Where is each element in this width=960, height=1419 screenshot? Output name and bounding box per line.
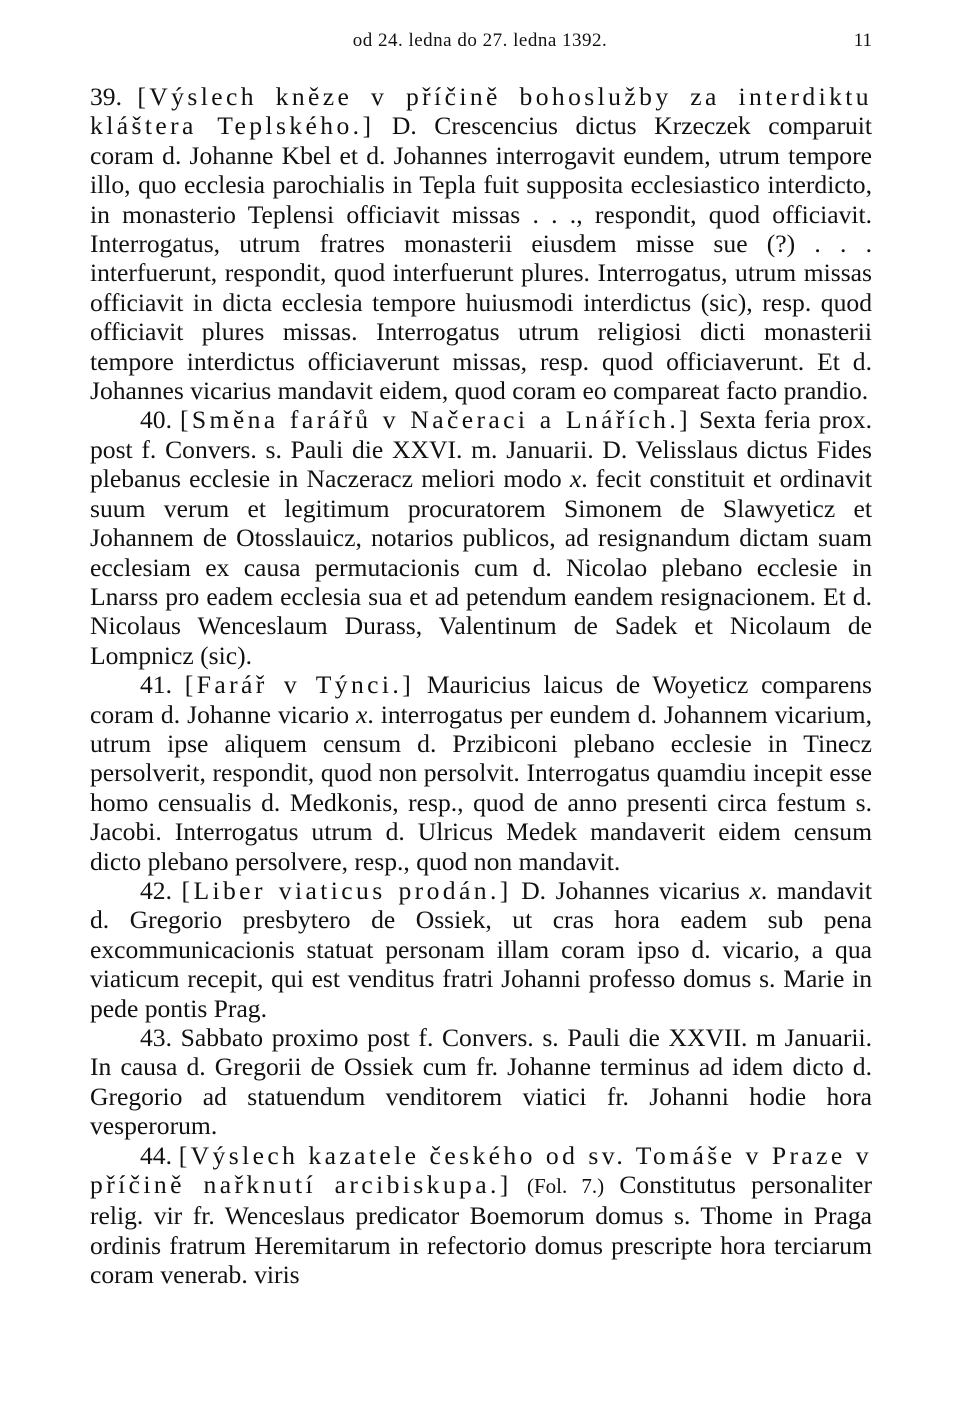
entry-text: . fecit constituit et ordinavit suum verum et legitimum procuratorem Simonem de Slawyeticz et Johannem de Otosslauicz, notarios publicos, ad resignandum dictam suam ecclesiam ex causa permutacionis cum d. Nicolao plebano ecclesie in Lnarss pro eadem ecclesia sua et ad petendum eandem resignacionem. Et d. Nicolaus Wenceslaum Durass, Valentinum de Sadek et Nicolaum de Lompnicz (sic). [90,464,873,670]
entry-heading: [Farář v Týnci.] [184,670,415,700]
entry-number: 42. [140,875,172,905]
entry-heading: [Výslech kazatele českého od sv. Tomáše v Praze v příčině nařknutí arcibiskupa.] [90,1140,872,1200]
entry-number: 44. [140,1140,172,1170]
entry-text: Constitutus personaliter relig. vir fr. Wenceslaus predicator Boemorum domus s. Thome in Praga ordinis fratrum Heremitarum in refectorio domus prescripte hora terciarum coram venerab. viris [90,1170,872,1290]
entry-heading: [Liber viaticus prodán.] [181,875,512,905]
entry-heading: [Výslech kněze v příčině bohoslužby za interdiktu kláštera Teplského.] [90,82,872,141]
running-header [0,30,960,60]
entry-text: . mandavit d. Gregorio presbytero de Ossiek, ut cras hora eadem sub pena excommunicacionis statuat personam illam coram ipso d. vicario, a qua viaticum recepit, qui est venditus fratri Johanni professo domus s. Marie in pede pontis Prag. [90,875,872,1023]
entry-text: D. Crescencius dictus Krzeczek comparuit coram d. Johanne Kbel et d. Johannes interrogavit eundem, utrum tempore illo, quo ecclesia parochialis in Tepla fuit supposita ecclesiastico interdicto, in monasterio Teplensi officiavit missas . . ., respondit, quod officiavit. Interrogatus, utrum fratres monasterii eiusdem misse sue (?) . . . interfuerunt, respondit, quod interfuerunt plures. Interrogatus, utrum missas officiavit in dicta ecclesia tempore huiusmodi interdictus (sic), resp. quod officiavit plures missas. Interrogatus utrum religiosi dicti monasterii tempore interdictus officiaverunt missas, resp. quod officiaverunt. Et d. Johannes vicarius mandavit eidem, quod coram eo compareat facto prandio. [90,111,873,406]
abbreviation-mark: x [356,699,368,729]
entry-40 [90,405,872,670]
entry-39 [90,82,872,405]
entry-43 [90,1023,872,1141]
entry-number: 39. [90,82,122,111]
body-text [90,82,872,1290]
entry-text: Sabbato proximo post f. Convers. s. Pauli die XXVII. m Januarii. In causa d. Gregorii de Ossiek cum fr. Johanne terminus ad idem dicto d. Gregorio ad statuendum venditorem viatici fr. Johanni hodie hora vesperorum. [90,1023,872,1141]
entry-number: 40. [140,405,172,435]
folio-reference: (Fol. 7.) [526,1174,605,1199]
entry-text: D. Johannes vicarius [511,875,750,905]
entry-text: Mauricius laicus de Woyeticz comparens coram d. Johanne vicario [90,670,872,729]
entry-41 [90,670,872,876]
entry-text [512,1170,527,1199]
entry-text: . interrogatus per eundem d. Johannem vicarium, utrum ipse aliquem censum d. Przibiconi plebano ecclesie in Tinecz persolverit, respondit, quod non persolvit. Interrogatus quamdiu incepit esse homo censualis d. Medkonis, resp., quod de anno presenti circa festum s. Jacobi. Interrogatus utrum d. Ulricus Medek mandaverit eidem censum dicto plebano persolvere, resp., quod non mandavit. [90,699,872,876]
abbreviation-mark: x [569,464,582,494]
entry-text: Sexta feria prox. post f. Convers. s. Pauli die XXVI. m. Januarii. D. Velisslaus dictus Fides plebanus ecclesie in Naczeracz meliori modo [90,405,872,494]
entry-number: 41. [140,670,172,700]
abbreviation-mark: x [749,875,761,905]
entry-number: 43. [140,1023,172,1052]
entry-heading: [Směna farářů v Načeraci a Lnářích.] [179,405,692,435]
page-number: 11 [853,30,872,51]
entry-44 [90,1141,872,1290]
entry-42 [90,876,872,1023]
running-title: od 24. ledna do 27. ledna 1392. [352,30,608,51]
